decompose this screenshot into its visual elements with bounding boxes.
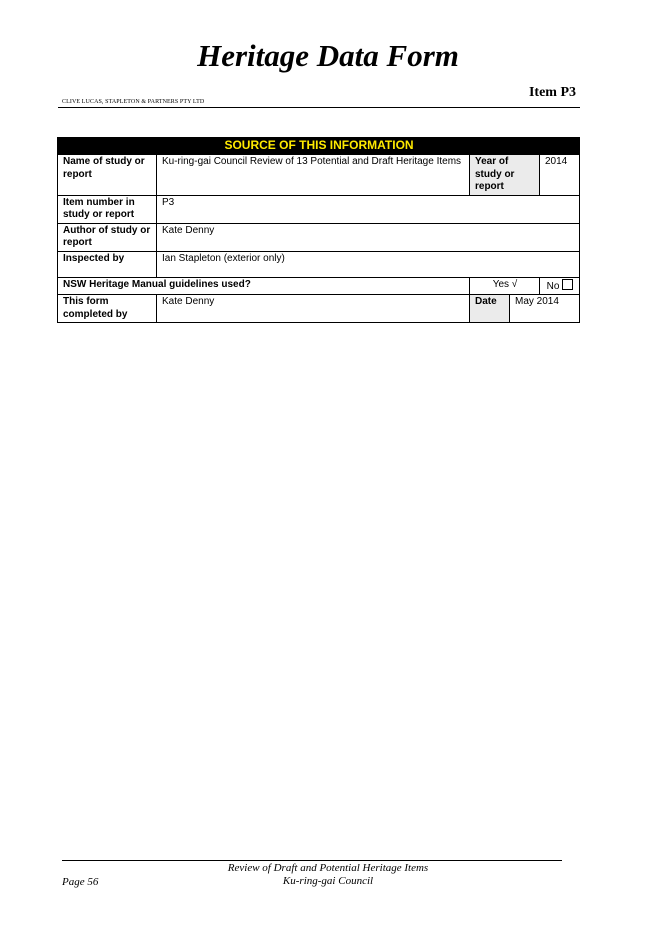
- guidelines-yes: Yes √: [470, 277, 540, 295]
- footer-rule: [62, 860, 562, 861]
- inspected-label: Inspected by: [58, 251, 157, 277]
- author-value: Kate Denny: [157, 223, 580, 251]
- table-row: [58, 277, 580, 295]
- no-label: No: [546, 280, 560, 292]
- table-row: [58, 295, 580, 323]
- date-label: Date: [470, 295, 510, 323]
- year-value: 2014: [540, 155, 580, 196]
- completed-value: Kate Denny: [157, 295, 470, 323]
- no-checkbox[interactable]: [562, 279, 573, 290]
- date-value: May 2014: [510, 295, 580, 323]
- footer-report-title: Review of Draft and Potential Heritage Items: [227, 862, 429, 874]
- item-number-value: P3: [157, 195, 580, 223]
- guidelines-label: NSW Heritage Manual guidelines used?: [58, 277, 470, 295]
- study-name-label: Name of study or report: [58, 155, 157, 196]
- section-title: SOURCE OF THIS INFORMATION: [58, 138, 580, 155]
- item-number-label: Item number in study or report: [58, 195, 157, 223]
- table-row: [58, 223, 580, 251]
- footer-council: Ku-ring-gai Council: [282, 875, 374, 887]
- completed-label: This form completed by: [58, 295, 157, 323]
- source-information-table: [57, 137, 580, 323]
- firm-name: CLIVE LUCAS, STAPLETON & PARTNERS PTY LTD: [62, 99, 205, 105]
- study-name-value: Ku-ring-gai Council Review of 13 Potential and Draft Heritage Items: [157, 155, 470, 196]
- header-rule: [58, 107, 580, 108]
- page-number: Page 56: [62, 876, 99, 888]
- table-row: [58, 251, 580, 277]
- section-header-row: [58, 138, 580, 155]
- table-row: [58, 155, 580, 196]
- table-row: [58, 195, 580, 223]
- item-id: Item P3: [528, 85, 576, 100]
- guidelines-no: [540, 277, 580, 295]
- year-label: Year of study or report: [470, 155, 540, 196]
- page-title: Heritage Data Form: [197, 38, 459, 73]
- inspected-value: Ian Stapleton (exterior only): [157, 251, 580, 277]
- author-label: Author of study or report: [58, 223, 157, 251]
